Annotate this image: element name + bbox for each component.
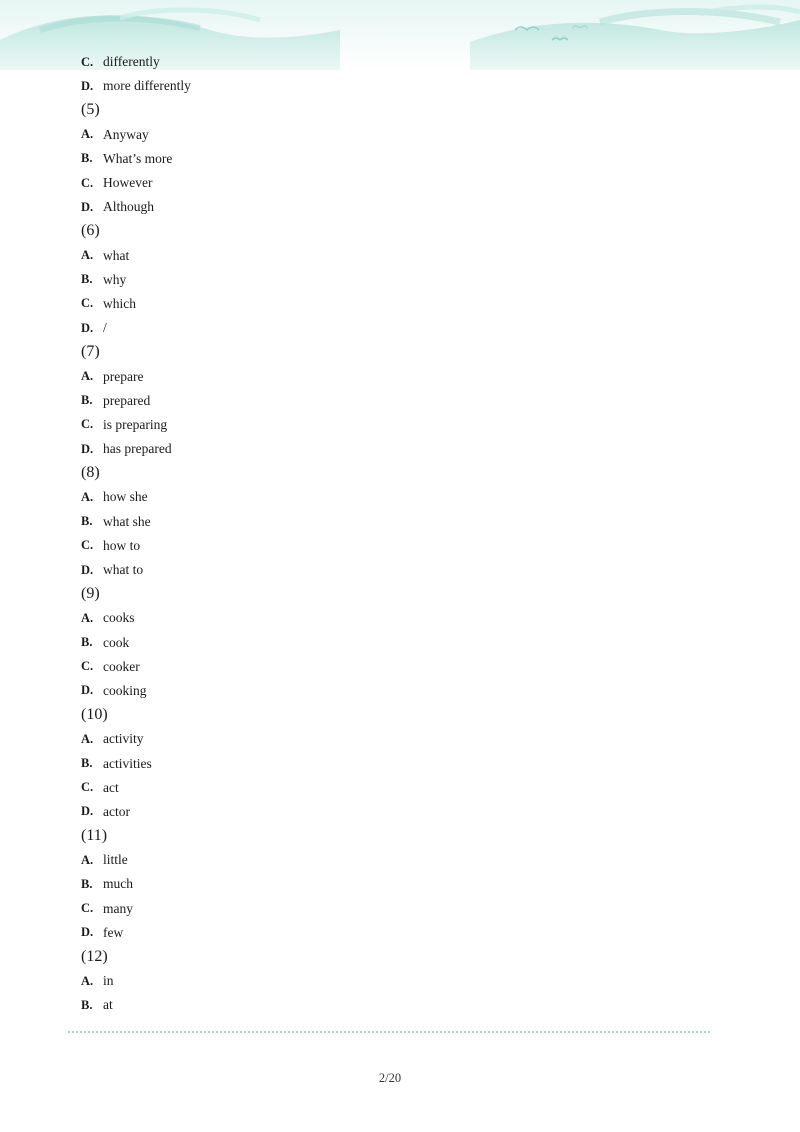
option-letter: C. <box>81 901 94 916</box>
option-letter: B. <box>81 393 93 408</box>
option-text: cook <box>103 634 130 650</box>
option-letter: B. <box>81 151 93 166</box>
answer-option <box>81 74 721 98</box>
answer-option <box>81 147 721 171</box>
option-text: cooks <box>103 610 135 626</box>
option-letter: B. <box>81 997 93 1012</box>
option-letter: C. <box>81 538 94 553</box>
option-text: at <box>103 997 113 1013</box>
answer-option <box>81 993 721 1017</box>
option-letter: D. <box>81 925 94 940</box>
option-letter: A. <box>81 610 94 625</box>
question-number: (7) <box>81 343 100 361</box>
answer-option <box>81 848 721 872</box>
option-text: what <box>103 247 130 263</box>
option-text: What’s more <box>103 150 173 166</box>
answer-option <box>81 171 721 195</box>
option-text: what she <box>103 513 151 529</box>
option-letter: D. <box>81 683 94 698</box>
option-text: cooking <box>103 682 147 698</box>
question-number: (11) <box>81 827 108 845</box>
option-text: which <box>103 295 136 311</box>
option-text: how she <box>103 489 148 505</box>
option-letter: C. <box>81 54 94 69</box>
option-letter: C. <box>81 175 94 190</box>
option-text: prepare <box>103 368 144 384</box>
option-text: activities <box>103 755 152 771</box>
answer-option <box>81 268 721 292</box>
answer-option <box>81 534 721 558</box>
answer-option <box>81 751 721 775</box>
option-letter: A. <box>81 852 94 867</box>
option-text: much <box>103 876 133 892</box>
answer-option <box>81 389 721 413</box>
question-options-list <box>81 50 721 1018</box>
option-text: in <box>103 973 114 989</box>
answer-option <box>81 606 721 630</box>
answer-option <box>81 897 721 921</box>
option-text: little <box>103 852 128 868</box>
option-text: activity <box>103 731 144 747</box>
footer-divider <box>68 1031 710 1033</box>
option-letter: C. <box>81 417 94 432</box>
option-text: how to <box>103 537 141 553</box>
answer-option <box>81 244 721 268</box>
option-letter: D. <box>81 199 94 214</box>
option-text: actor <box>103 803 130 819</box>
question-number: (8) <box>81 464 100 482</box>
answer-option <box>81 364 721 388</box>
option-letter: D. <box>81 804 94 819</box>
option-letter: B. <box>81 635 93 650</box>
option-letter: A. <box>81 369 94 384</box>
option-letter: A. <box>81 973 94 988</box>
answer-option <box>81 800 721 824</box>
option-text: prepared <box>103 392 151 408</box>
option-text: Anyway <box>103 126 149 142</box>
option-letter: D. <box>81 441 94 456</box>
option-text: act <box>103 779 119 795</box>
answer-option <box>81 921 721 945</box>
option-letter: A. <box>81 248 94 263</box>
question-number: (9) <box>81 585 100 603</box>
answer-option <box>81 50 721 74</box>
question-number: (6) <box>81 222 100 240</box>
answer-option <box>81 413 721 437</box>
option-letter: B. <box>81 756 93 771</box>
answer-option <box>81 195 721 219</box>
option-text: few <box>103 924 124 940</box>
option-text: However <box>103 175 153 191</box>
option-letter: A. <box>81 731 94 746</box>
answer-option <box>81 558 721 582</box>
option-text: Although <box>103 199 155 215</box>
option-text: is preparing <box>103 416 168 432</box>
answer-option <box>81 969 721 993</box>
option-letter: A. <box>81 489 94 504</box>
option-letter: C. <box>81 659 94 674</box>
option-letter: D. <box>81 320 94 335</box>
option-letter: C. <box>81 780 94 795</box>
answer-option <box>81 679 721 703</box>
answer-option <box>81 631 721 655</box>
question-number: (12) <box>81 948 108 966</box>
option-letter: B. <box>81 514 93 529</box>
answer-option <box>81 727 721 751</box>
option-text: what to <box>103 562 144 578</box>
option-letter: B. <box>81 272 93 287</box>
page-number: 2/20 <box>378 1071 402 1085</box>
option-letter: D. <box>81 78 94 93</box>
option-text: differently <box>103 54 160 70</box>
question-number: (10) <box>81 706 108 724</box>
answer-option <box>81 316 721 340</box>
option-letter: D. <box>81 562 94 577</box>
option-text: more differently <box>103 78 191 94</box>
answer-option <box>81 776 721 800</box>
answer-option <box>81 485 721 509</box>
option-text: why <box>103 271 127 287</box>
option-letter: A. <box>81 127 94 142</box>
option-text: has prepared <box>103 441 172 457</box>
question-number: (5) <box>81 101 100 119</box>
option-text: cooker <box>103 658 140 674</box>
answer-option <box>81 655 721 679</box>
option-text: / <box>103 320 107 336</box>
answer-option <box>81 872 721 896</box>
answer-option <box>81 437 721 461</box>
answer-option <box>81 123 721 147</box>
option-text: many <box>103 900 133 916</box>
answer-option <box>81 292 721 316</box>
answer-option <box>81 510 721 534</box>
option-letter: B. <box>81 876 93 891</box>
option-letter: C. <box>81 296 94 311</box>
